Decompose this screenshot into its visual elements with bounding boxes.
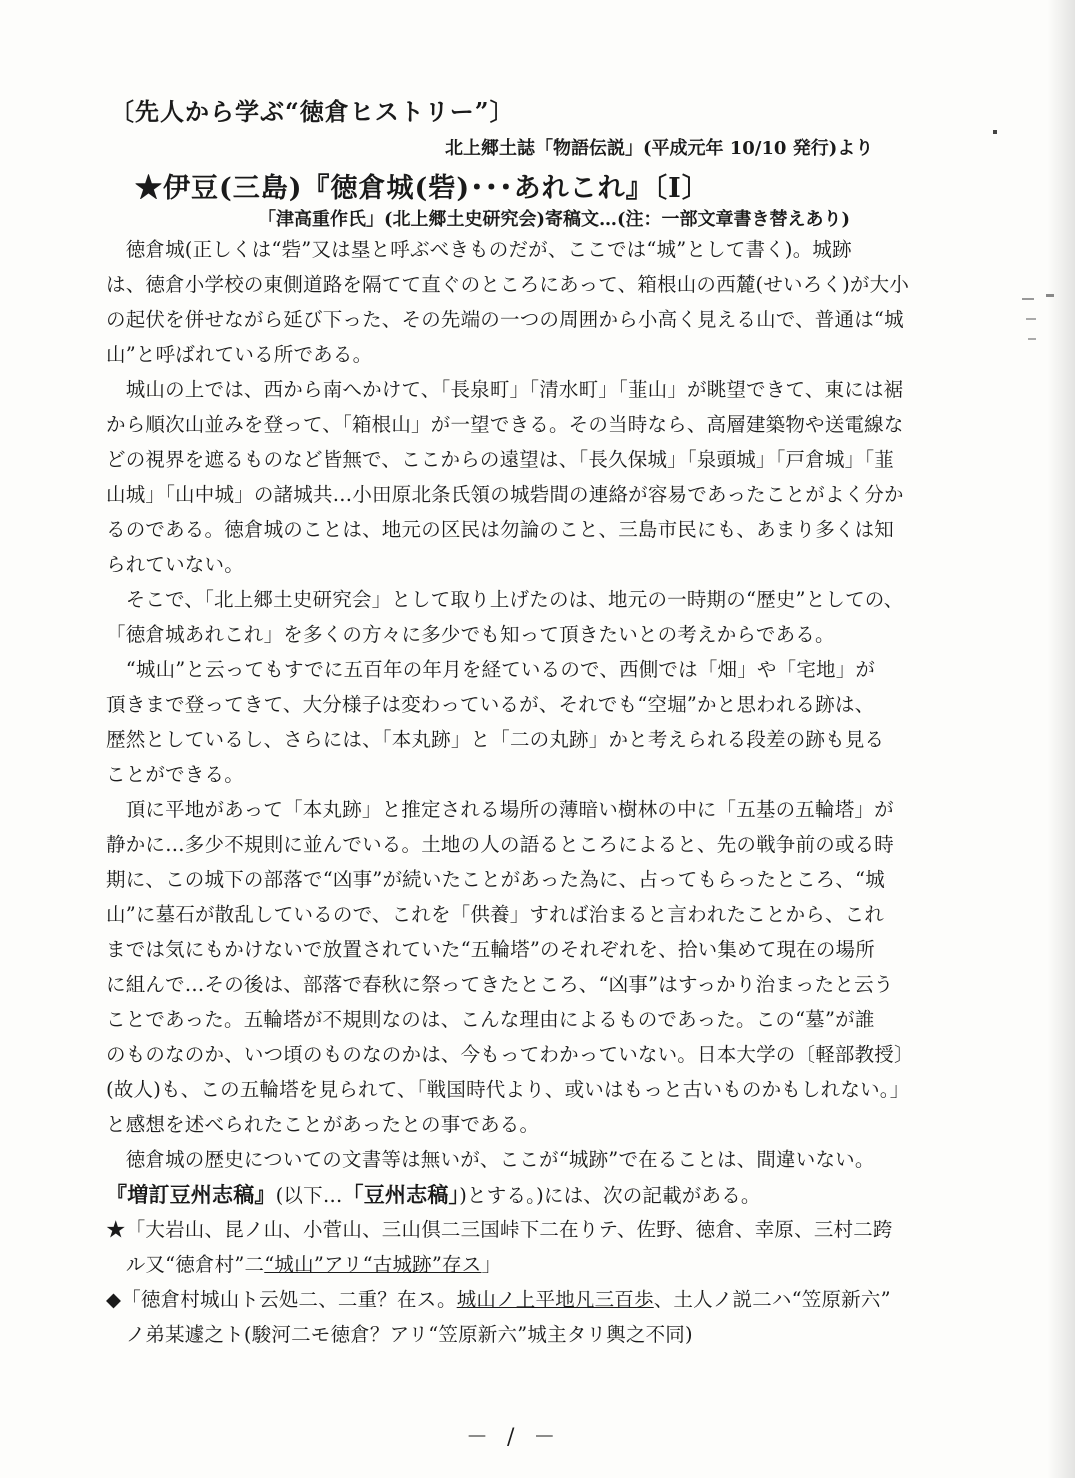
page-number: － / － [466,1425,562,1450]
body-line: 静かに…多少不規則に並んでいる。土地の人の語るところによると、先の戦争前の或る時 [106,833,895,856]
quote-1-suffix: 」 [481,1253,502,1276]
series-title: 〔先人から学ぶ“徳倉ヒストリー”〕 [110,97,515,126]
body-line: 山”と呼ばれている所である。 [106,343,373,366]
article-body [106,232,946,1352]
article-title: ★伊豆(三島)『徳倉城(砦)･･･あれこれ』〔Ⅰ〕 [135,173,710,204]
body-line: 「徳倉城あれこれ」を多くの方々に多少でも知って頂きたいとの考えからである。 [106,623,835,646]
body-line: 歴然としているし、さらには、「本丸跡」と「二の丸跡」かと考えられる段差の跡も見る [106,728,885,751]
quote-2-line-1 [106,1282,946,1317]
body-line: どの視界を遮るものなど皆無で、ここからの遠望は、「長久保城」「泉頭城」「戸倉城」「韮 [106,448,895,471]
scan-speck [993,130,997,134]
body-line: から順次山並みを登って、「箱根山」が一望できる。その当時なら、高層建築物や送電線な [106,413,904,436]
quote-1-line-2 [106,1247,946,1282]
body-line: ことができる。 [106,763,244,786]
body-line: 頂に平地があって「本丸跡」と推定される場所の薄暗い樹林の中に「五基の五輪塔」が [106,798,894,821]
book-short-title: 「豆州志稿」 [342,1182,460,1207]
body-line: 期に、この城下の部落で“凶事”が続いたことがあった為に、占ってもらったところ、“城 [106,868,885,891]
scan-speck [1046,294,1054,297]
quote-2-line-2: ノ弟某遽之ト(駿河二モ徳倉？アリ“笠原新六”城主タリ輿之不同) [106,1323,693,1346]
body-line: るのである。徳倉城のことは、地元の区民は勿論のこと、三島市民にも、あまり多くは知 [106,518,895,541]
body-line: の起伏を併せながら延び下った、その先端の一つの周囲から小高く見える山で、普通は“城 [106,308,904,331]
body-line: “城山”と云ってもすでに五百年の年月を経ているので、西側では「畑」や「宅地」が [106,658,876,681]
body-line: のものなのか、いつ頃のものなのかは、今もってわかっていない。日本大学の〔軽部教授〕 [106,1043,914,1066]
body-line: に組んで…その後は、部落で春秋に祭ってきたところ、“凶事”はすっかり治まったと云う [106,973,894,996]
body-line: ことであった。五輪塔が不規則なのは、こんな理由によるものであった。この“墓”が誰 [106,1008,875,1031]
body-line: 徳倉城(正しくは“砦”又は塁と呼ぶべきものだが、ここでは“城”として書く)。城跡 [106,238,852,261]
body-line: られていない。 [106,553,244,576]
scan-speck [1026,318,1036,320]
source-line: 北上郷土誌「物語伝説」(平成元年 10/10 発行)より [445,138,874,159]
body-line: 頂きまで登ってきて、大分様子は変わっているが、それでも“空堀”かと思われる跡は、 [106,693,875,716]
book-title: 『増訂豆州志稿』 [106,1182,276,1207]
quote-1-prefix: ル又“徳倉村”二 [106,1253,265,1276]
scan-speck [1028,338,1036,340]
scan-edge-shadow [1047,0,1075,1478]
quote-2-suffix: 、土人ノ説二ハ“笠原新六” [653,1288,891,1311]
body-line: 山城」「山中城」の諸城共…小田原北条氏領の城砦間の連絡が容易であったことがよく分か [106,483,904,506]
body-line: 城山の上では、西から南へかけて、「長泉町」「清水町」「韮山」が眺望できて、東には裾 [106,378,904,401]
body-line: そこで、「北上郷土史研究会」として取り上げたのは、地元の一時期の“歴史”としての、 [106,588,904,611]
scan-speck [1022,298,1034,300]
quote-1-underlined: “城山”アリ“古城跡”存ス [264,1253,482,1276]
body-line: 徳倉城の歴史についての文書等は無いが、ここが“城跡”で在ることは、間違いない。 [106,1148,875,1171]
body-line: (故人)も、この五輪塔を見られて、「戦国時代より、或いはもっと古いものかもしれない。」 [106,1078,910,1101]
quote-2-prefix: ◆「徳倉村城山ト云処二、二重？在ス。 [106,1288,457,1311]
book-line-end: )とする。)には、次の記載がある。 [459,1184,761,1207]
body-line: までは気にもかけないで放置されていた“五輪塔”のそれぞれを、拾い集めて現在の場所 [106,938,875,961]
body-line: は、徳倉小学校の東側道路を隔てて直ぐのところにあって、箱根山の西麓(せいろく)が大小 [106,273,910,296]
book-reference-line [106,1177,946,1212]
book-line-middle: (以下… [275,1184,343,1207]
author-line: 「津高重作氏」(北上郷土史研究会)寄稿文…(注：一部文章書き替えあり) [258,209,851,230]
quote-1-line-1: ★「大岩山、昆ノ山、小菅山、三山倶二三国峠下二在りテ、佐野、徳倉、幸原、三村二跨 [106,1218,893,1241]
quote-2-underlined: 城山ノ上平地凡三百歩 [456,1288,654,1311]
body-line: と感想を述べられたことがあったとの事である。 [106,1113,540,1136]
body-line: 山”に墓石が散乱しているので、これを「供養」すれば治まると言われたことから、これ [106,903,885,926]
